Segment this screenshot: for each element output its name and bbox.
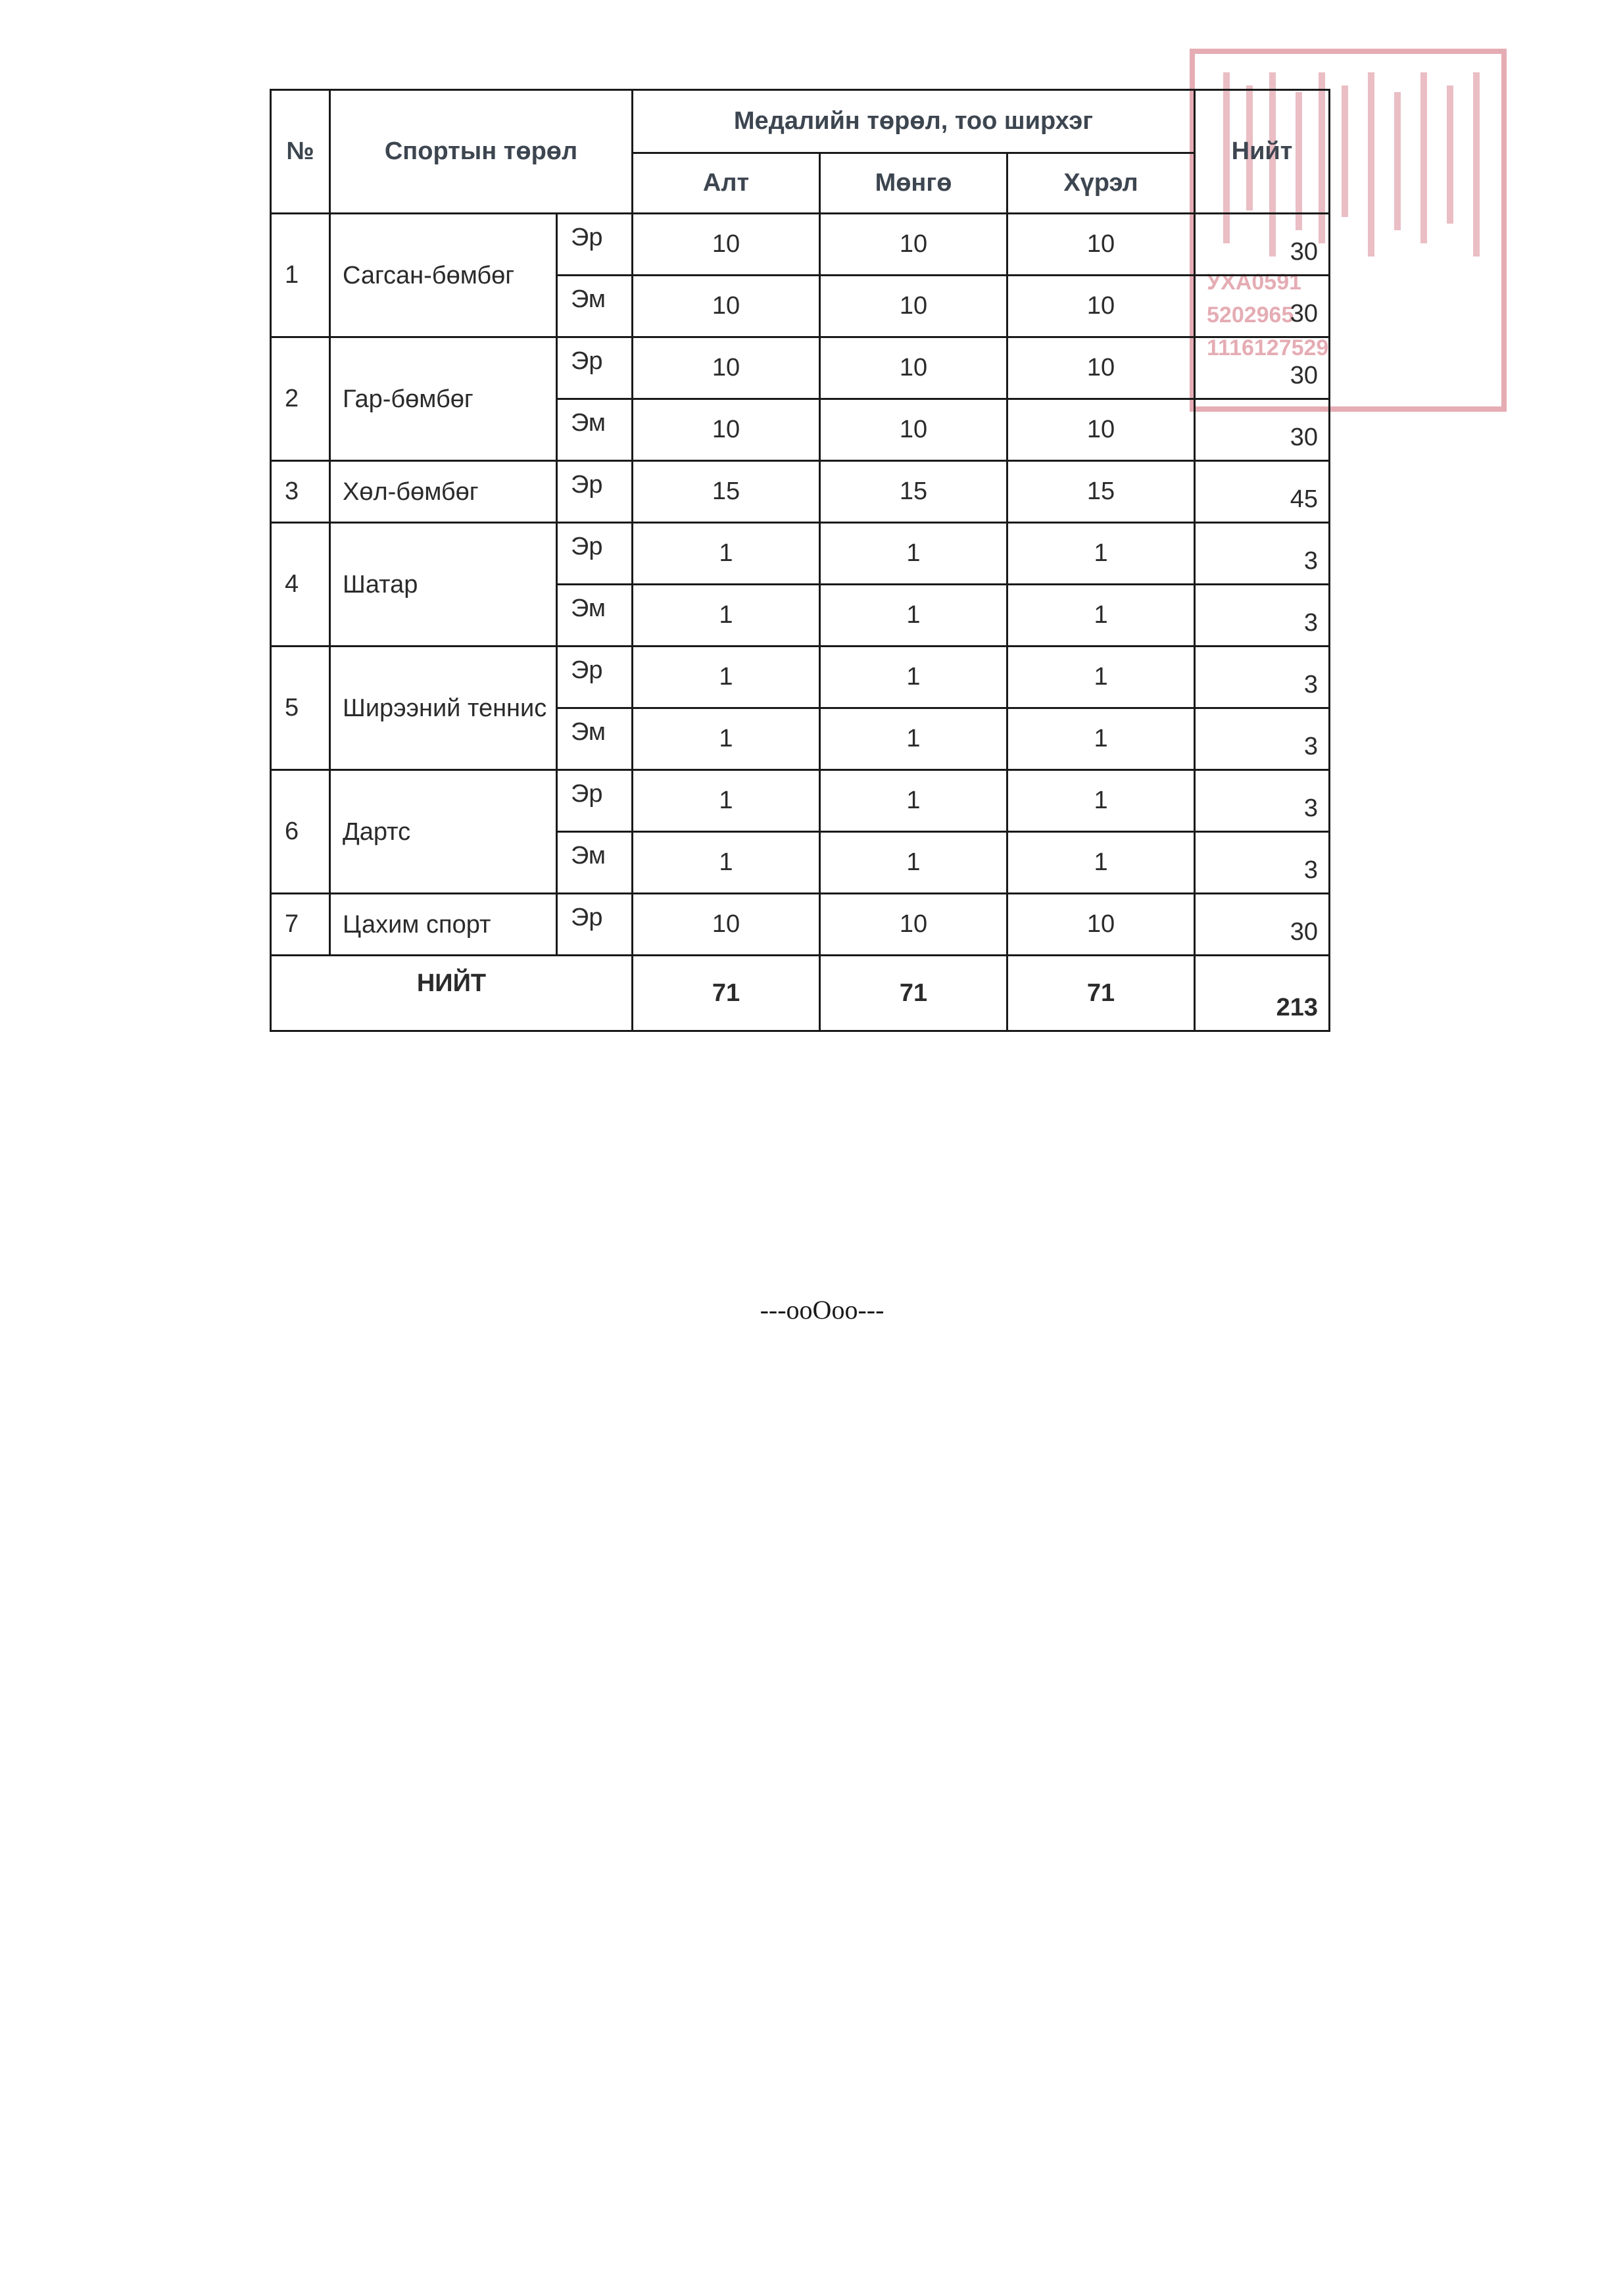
stamp-line-2: 5202965: [1207, 303, 1294, 328]
header-gold: Алт: [633, 153, 820, 214]
gender-cell: Эм: [557, 585, 633, 647]
gender-cell: Эр: [557, 214, 633, 276]
gold-cell: 1: [633, 585, 820, 647]
gold-cell: 10: [633, 276, 820, 337]
bronze-cell: 10: [1007, 894, 1195, 956]
bronze-cell: 10: [1007, 399, 1195, 461]
sport-number: 1: [271, 214, 330, 337]
stamp-line-3: 1116127529: [1207, 335, 1329, 360]
bronze-cell: 1: [1007, 585, 1195, 647]
gender-cell: Эм: [557, 832, 633, 894]
silver-cell: 15: [820, 461, 1007, 523]
sport-name: Шатар: [330, 523, 557, 647]
sport-number: 3: [271, 461, 330, 523]
sport-number: 6: [271, 770, 330, 894]
total-cell: 3: [1195, 523, 1330, 585]
silver-cell: 10: [820, 894, 1007, 956]
bronze-cell: 1: [1007, 523, 1195, 585]
sport-name: Сагсан-бөмбөг: [330, 214, 557, 337]
gender-cell: Эр: [557, 647, 633, 708]
silver-cell: 1: [820, 523, 1007, 585]
gender-cell: Эр: [557, 523, 633, 585]
silver-cell: 10: [820, 214, 1007, 276]
silver-cell: 1: [820, 585, 1007, 647]
medal-table: [270, 89, 1330, 1032]
total-cell: 3: [1195, 647, 1330, 708]
table-row: [271, 894, 1330, 956]
gender-cell: Эм: [557, 399, 633, 461]
table-row: [271, 214, 1330, 276]
stamp-line-1: УХА0591: [1207, 270, 1302, 295]
silver-cell: 10: [820, 337, 1007, 399]
total-cell: 3: [1195, 585, 1330, 647]
gold-cell: 1: [633, 523, 820, 585]
grand-total-bronze: 71: [1007, 956, 1195, 1031]
gender-cell: Эм: [557, 276, 633, 337]
sport-number: 5: [271, 647, 330, 770]
silver-cell: 10: [820, 399, 1007, 461]
gold-cell: 10: [633, 337, 820, 399]
total-cell: 3: [1195, 832, 1330, 894]
gold-cell: 1: [633, 708, 820, 770]
bronze-cell: 1: [1007, 647, 1195, 708]
table-body: [271, 214, 1330, 1031]
sport-name: Цахим спорт: [330, 894, 557, 956]
grand-total-row: [271, 956, 1330, 1031]
closing-mark: ---ooOoo---: [760, 1295, 885, 1325]
total-cell: 3: [1195, 770, 1330, 832]
gender-cell: Эм: [557, 708, 633, 770]
gold-cell: 1: [633, 770, 820, 832]
gender-cell: Эр: [557, 894, 633, 956]
gold-cell: 15: [633, 461, 820, 523]
bronze-cell: 10: [1007, 214, 1195, 276]
gold-cell: 10: [633, 894, 820, 956]
gender-cell: Эр: [557, 461, 633, 523]
table-row: [271, 523, 1330, 585]
silver-cell: 1: [820, 647, 1007, 708]
table-row: [271, 337, 1330, 399]
table-row: [271, 647, 1330, 708]
header-medal-group: Медалийн төрөл, тоо ширхэг: [633, 90, 1195, 153]
total-cell: 30: [1195, 894, 1330, 956]
bronze-cell: 10: [1007, 276, 1195, 337]
silver-cell: 1: [820, 832, 1007, 894]
gold-cell: 1: [633, 647, 820, 708]
grand-total-all: 213: [1195, 956, 1330, 1031]
sport-number: 7: [271, 894, 330, 956]
silver-cell: 1: [820, 770, 1007, 832]
total-cell: 30: [1195, 214, 1330, 276]
header-sport-type: Спортын төрөл: [330, 90, 633, 214]
sport-name: Дартс: [330, 770, 557, 894]
header-number: №: [271, 90, 330, 214]
sport-name: Ширээний теннис: [330, 647, 557, 770]
total-cell: 30: [1195, 337, 1330, 399]
sport-name: Хөл-бөмбөг: [330, 461, 557, 523]
gender-cell: Эр: [557, 337, 633, 399]
silver-cell: 1: [820, 708, 1007, 770]
header-silver: Мөнгө: [820, 153, 1007, 214]
gold-cell: 1: [633, 832, 820, 894]
gold-cell: 10: [633, 399, 820, 461]
sport-name: Гар-бөмбөг: [330, 337, 557, 461]
total-cell: 3: [1195, 708, 1330, 770]
table-row: [271, 770, 1330, 832]
total-cell: 30: [1195, 399, 1330, 461]
grand-total-label: НИЙТ: [271, 956, 633, 1031]
gold-cell: 10: [633, 214, 820, 276]
total-cell: 30: [1195, 276, 1330, 337]
gender-cell: Эр: [557, 770, 633, 832]
sport-number: 2: [271, 337, 330, 461]
sport-number: 4: [271, 523, 330, 647]
bronze-cell: 1: [1007, 770, 1195, 832]
header-bronze: Хүрэл: [1007, 153, 1195, 214]
bronze-cell: 1: [1007, 708, 1195, 770]
bronze-cell: 1: [1007, 832, 1195, 894]
grand-total-gold: 71: [633, 956, 820, 1031]
header-total: Нийт: [1195, 90, 1330, 214]
bronze-cell: 10: [1007, 337, 1195, 399]
total-cell: 45: [1195, 461, 1330, 523]
silver-cell: 10: [820, 276, 1007, 337]
bronze-cell: 15: [1007, 461, 1195, 523]
grand-total-silver: 71: [820, 956, 1007, 1031]
table-row: [271, 461, 1330, 523]
